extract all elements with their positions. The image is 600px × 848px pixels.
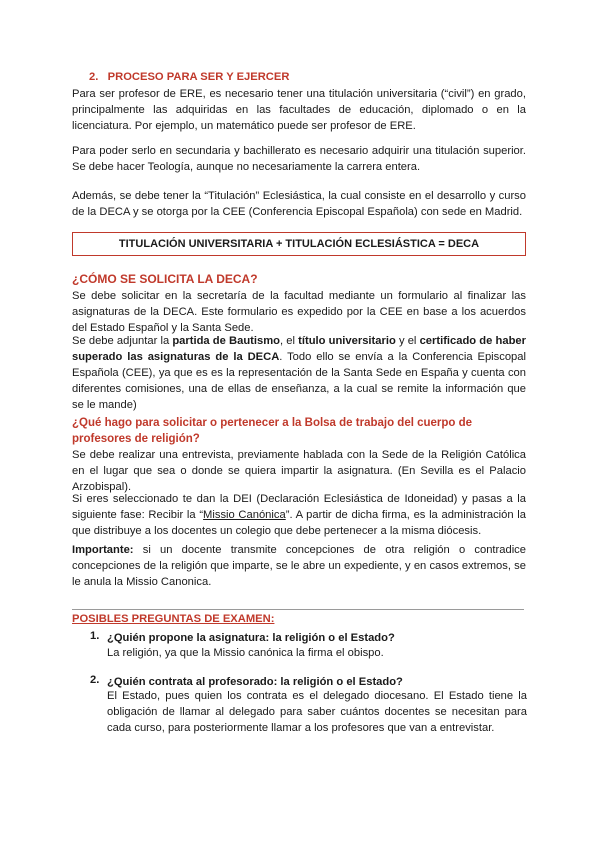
text: si un docente transmite concepciones de otra religión o contradice concepciones de la religión que imparte, se le abre un expediente, y en casos extremos, se le anula la Missio Canonica. (72, 544, 526, 588)
text: . Todo ello se envía a la Conferencia Episcopal Española (CEE), ya que es es la representación de la Santa Sede en España y cuenta con diferentes comisiones, una de ellas de enseñanza, a la cual se remite la información que se le mande) (72, 351, 526, 411)
text-bold-bautismo: partida de Bautismo (172, 335, 280, 347)
paragraph-titulacion-civil: Para ser profesor de ERE, es necesario tener una titulación universitaria (“civil”) en grado, principalmente las adquiridas en las facultades de educación, diplomado o en la licenciatura. Por ejemplo, un matemático puede ser profesor de ERE. (72, 88, 526, 132)
paragraph-entrevista: Se debe realizar una entrevista, previamente hablada con la Sede de la Religión Católica en el lugar que sea o donde se quiera impartir la asignatura. (En Sevilla es el Palacio Arzobispal). (72, 449, 526, 493)
question-number: 1. (90, 630, 100, 642)
deca-heading: ¿CÓMO SE SOLICITA LA DECA? (72, 272, 258, 286)
text: y el (395, 335, 420, 347)
text: Se debe adjuntar la (72, 335, 173, 347)
text: , el (280, 335, 299, 347)
section-title: PROCESO PARA SER Y EJERCER (107, 71, 290, 83)
bolsa-heading: ¿Qué hago para solicitar o pertenecer a la Bolsa de trabajo del cuerpo de profesores de religión? (72, 417, 473, 445)
text: ”. A partir de dicha firma, es la administración la que distribuye a los docentes un colegio que debe pertenecer a la misma diócesis. (72, 509, 527, 537)
answer-1: La religión, ya que la Missio canónica la firma el obispo. (107, 647, 384, 659)
paragraph-dei (72, 491, 526, 539)
text-bold-certificado: certificado de haber superado las asignaturas de la DECA (72, 335, 526, 363)
missio-canonica-link[interactable]: Missio Canónica (203, 509, 286, 521)
paragraph-importante (72, 542, 526, 590)
text-bold-titulo: título universitario (298, 335, 396, 347)
section-number: 2. (89, 71, 99, 83)
paragraph-secundaria: Para poder serlo en secundaria y bachillerato es necesario adquirir una titulación superior. Se debe hacer Teología, aunque no necesariamente la carrera entera. (72, 145, 526, 173)
answer-2: El Estado, pues quien los contrata es el delegado diocesano. El Estado tiene la obligación de llamar al delegado para saber cuántos docentes se necesitan para cada curso, para posteriormente llamar a los profesores que van a entrevistar. (107, 690, 527, 734)
section-heading (89, 71, 289, 83)
deca-formula-box: TITULACIÓN UNIVERSITARIA + TITULACIÓN ECLESIÁSTICA = DECA (72, 232, 526, 256)
divider (72, 609, 524, 610)
paragraph-titulacion-eclesiastica: Además, se debe tener la “Titulación” Eclesiástica, la cual consiste en el desarrollo y curso de la DECA y se otorga por la CEE (Conferencia Episcopal Española) con sede en Madrid. (72, 190, 526, 218)
text: Si eres seleccionado te dan la DEI (Declaración Eclesiástica de Idoneidad) y pasas a la siguiente fase: Recibir la “ (72, 493, 526, 521)
exam-heading: POSIBLES PREGUNTAS DE EXAMEN: (72, 613, 275, 625)
paragraph-deca-documentos (72, 333, 526, 413)
paragraph-deca-solicitud: Se debe solicitar en la secretaría de la facultad mediante un formulario al finalizar las asignaturas de la DECA. Este formulario es expedido por la CEE en base a los acuerdos del Estado Español y la Santa Sede. (72, 290, 526, 334)
question-number: 2. (90, 674, 100, 686)
important-label: Importante: (72, 544, 134, 556)
question-2: ¿Quién contrata al profesorado: la religión o el Estado? (107, 676, 403, 688)
question-1: ¿Quién propone la asignatura: la religión o el Estado? (107, 632, 395, 644)
